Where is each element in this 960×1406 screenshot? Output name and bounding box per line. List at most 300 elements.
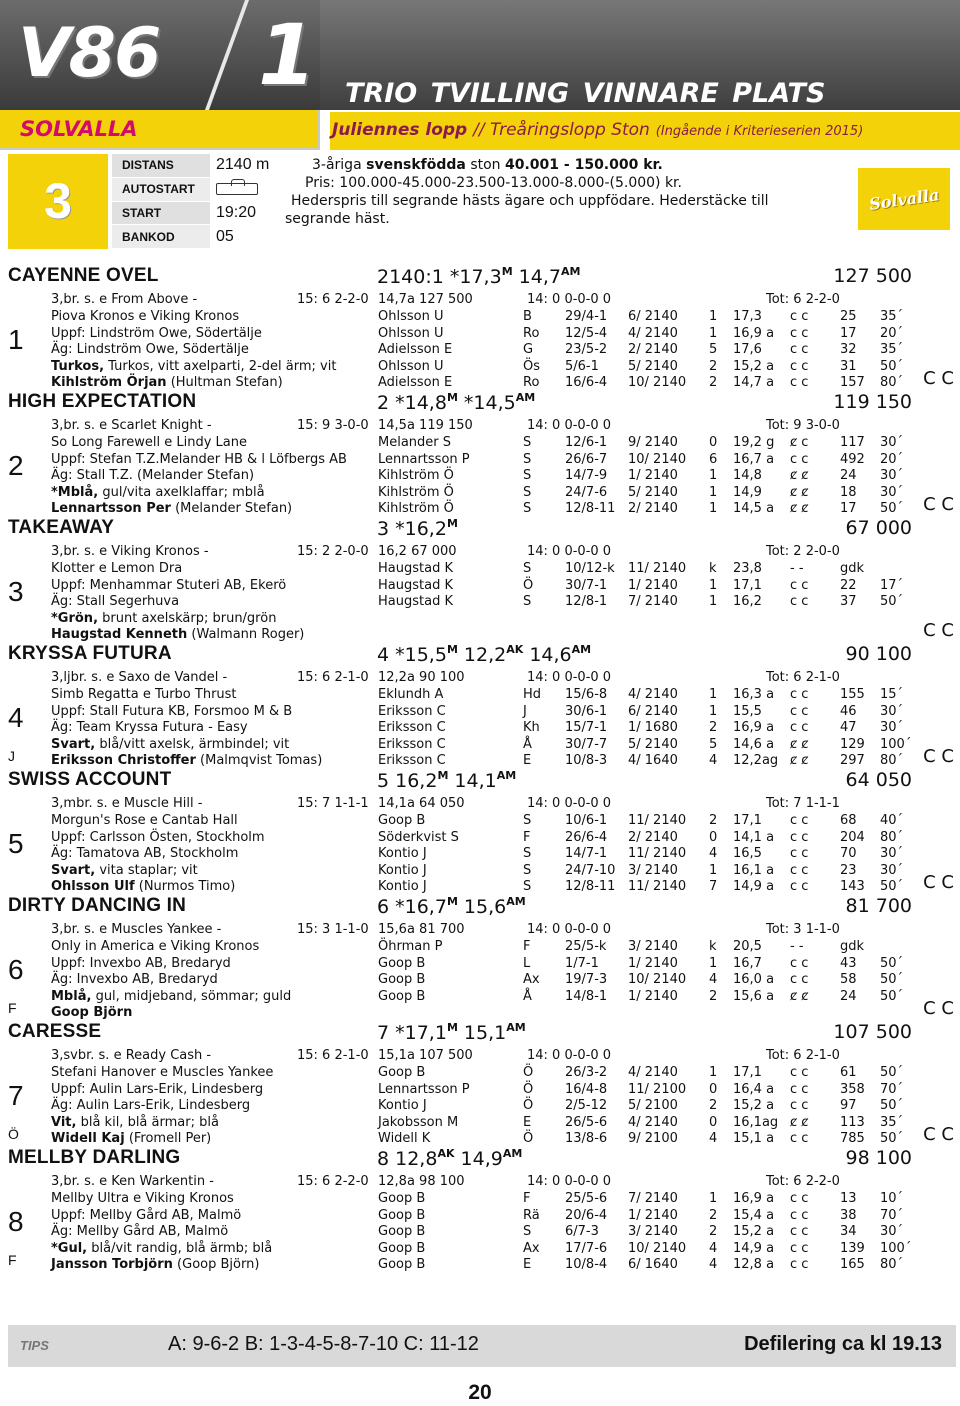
record: 14,9 (454, 1148, 503, 1170)
conditions-text: ston (465, 157, 505, 173)
horse-summary-d: 14: 0 0-0-0 0 (527, 922, 612, 937)
race-result-g: 16,9 a (733, 325, 775, 341)
horse-earnings: 98 100 (845, 1147, 912, 1169)
race-result-d: 12/5-4 (565, 325, 608, 341)
race-result-h: ᴄ ᴄ (790, 829, 809, 845)
race-result-b: Goop B (378, 972, 426, 987)
horse-name: CARESSE (8, 1021, 102, 1042)
race-result-d: 24/7-6 (565, 484, 608, 500)
race-result-j: 80´ (880, 829, 904, 845)
race-result-e: 10/ 2140 (628, 451, 687, 467)
race-result-d: 19/7-3 (565, 972, 608, 987)
race-result-h: ȼ ȼ (790, 484, 809, 500)
race-result-c: Ös (523, 358, 541, 374)
race-result-d: 17/7-6 (565, 1240, 608, 1256)
start-number: 7 (8, 1080, 24, 1111)
race-result-j: 10´ (880, 1191, 904, 1206)
detail-bold: *Grön, (51, 610, 99, 626)
race-result-f: 2 (709, 1224, 718, 1239)
race-result-g: 16,0 a (733, 972, 775, 987)
horse-detail: Äg: Team Kryssa Futura - Easy (51, 720, 248, 735)
horse-detail: Simb Regatta e Turbo Thrust (51, 687, 237, 702)
race-result-e: 4/ 2140 (628, 325, 678, 341)
race-result-g: 16,9 a (733, 720, 775, 735)
race-result-d: 13/8-6 (565, 1131, 608, 1146)
race-result-f: 1 (709, 309, 718, 324)
race-result-c: S (523, 846, 532, 861)
race-result-h: ȼ ȼ (790, 753, 809, 768)
race-result-h: ᴄ ᴄ (790, 720, 809, 735)
race-result-h: ᴄ ᴄ (790, 703, 809, 719)
race-result-c: Ö (523, 1098, 534, 1113)
race-result-e: 1/ 2140 (628, 468, 678, 483)
race-result-c: Ö (523, 1065, 534, 1080)
horse-header (0, 766, 960, 794)
start-number: 4 (8, 702, 24, 733)
horse-entry (0, 766, 960, 892)
start-number: 6 (8, 954, 24, 985)
race-result-e: 1/ 2140 (628, 577, 678, 593)
horse-summary-b: 15: 7 1-1-1 (297, 796, 369, 811)
race-result-j: 30´ (880, 484, 904, 500)
race-result-i: 157 (840, 375, 865, 390)
race-result-d: 12/6-1 (565, 435, 608, 450)
race-result-g: 15,4 a (733, 1207, 775, 1223)
race-result-e: 3/ 2140 (628, 1224, 678, 1239)
horse-earnings: 119 150 (833, 391, 912, 413)
race-result-i: 58 (840, 972, 857, 987)
horse-detail: Uppf: Stall Futura KB, Forsmoo M & B (51, 703, 293, 719)
horse-detail: Äg: Stall T.Z. (Melander Stefan) (51, 468, 255, 483)
race-result-d: 25/5-k (565, 939, 607, 954)
detail-bold: Kihlström Örjan (51, 375, 167, 390)
race-result-i: 70 (840, 846, 857, 861)
race-result-e: 1/ 2140 (628, 955, 678, 971)
race-result-i: 18 (840, 484, 857, 500)
race-result-j: 80´ (880, 753, 904, 768)
race-result-g: 14,9 a (733, 879, 775, 894)
race-result-d: 2/5-12 (565, 1098, 608, 1113)
shoe-code: F (8, 1252, 17, 1268)
detail-text: brunt axelskärp; brun/grön (102, 610, 277, 626)
info-value (210, 183, 277, 195)
page-header (0, 0, 960, 150)
race-result-c: Ro (523, 325, 540, 341)
race-result-h: ᴄ ᴄ (790, 1081, 809, 1097)
detail-text: (Melander Stefan) (175, 501, 293, 516)
cc-marks: C C (923, 1124, 954, 1145)
race-result-b: Melander S (378, 435, 452, 450)
bet-types: TRIO TVILLING VINNARE PLATS (345, 78, 826, 109)
race-result-h: ᴄ ᴄ (790, 1131, 809, 1146)
race-result-c: F (523, 939, 531, 954)
race-result-d: 16/4-8 (565, 1081, 608, 1097)
record-suffix: AK (437, 1147, 455, 1160)
horse-summary-a: 3,br. s. e Scarlet Knight - (51, 418, 212, 433)
record-suffix: AM (506, 1021, 526, 1034)
race-result-c: Å (523, 736, 532, 752)
race-result-b: Haugstad K (378, 594, 453, 609)
conditions-bold: svenskfödda (366, 157, 466, 173)
race-result-g: 16,4 a (733, 1081, 775, 1097)
horse-header (0, 388, 960, 416)
race-result-c: E (523, 1257, 532, 1272)
race-result-d: 1/7-1 (565, 955, 599, 971)
race-result-f: 0 (709, 1114, 718, 1130)
race-result-f: 0 (709, 1081, 718, 1097)
race-result-d: 26/6-7 (565, 451, 608, 467)
race-result-f: 0 (709, 435, 718, 450)
race-result-i: 37 (840, 594, 857, 609)
conditions-text: 3-åriga (312, 157, 367, 173)
horse-summary-e: Tot: 6 2-1-0 (766, 670, 840, 685)
horse-summary-e: Tot: 7 1-1-1 (766, 796, 840, 811)
race-result-g: 17,1 (733, 577, 762, 593)
race-result-d: 16/6-4 (565, 375, 608, 390)
record: 14,7 (512, 266, 561, 288)
detail-text: (Nurmos Timo) (138, 879, 236, 894)
race-result-h: ᴄ ᴄ (790, 1191, 809, 1206)
tips-label: TIPS (20, 1338, 49, 1353)
horse-entry (0, 1018, 960, 1144)
race-result-c: J (523, 703, 527, 719)
horse-detail: Morgun's Rose e Cantab Hall (51, 813, 238, 828)
horse-summary-c: 14,1a 64 050 (378, 796, 465, 811)
race-result-c: Kh (523, 720, 540, 735)
autostart-car-icon (216, 183, 258, 195)
race-result-f: 1 (709, 1065, 718, 1080)
race-result-d: 29/4-1 (565, 309, 608, 324)
horse-summary-d: 14: 0 0-0-0 0 (527, 1048, 612, 1063)
race-result-b: Eriksson C (378, 753, 446, 768)
race-result-j: 80´ (880, 375, 904, 390)
horse-detail: Stefani Hanover e Muscles Yankee (51, 1065, 274, 1080)
race-result-f: 4 (709, 753, 718, 768)
race-result-b: Ohlsson U (378, 309, 444, 324)
record: 15,1 (457, 1022, 507, 1044)
race-result-c: S (523, 813, 532, 828)
horse-summary-e: Tot: 6 2-2-0 (766, 292, 840, 307)
race-result-f: 5 (709, 342, 718, 357)
horse-name: HIGH EXPECTATION (8, 391, 197, 412)
horse-detail: Mellby Ultra e Viking Kronos (51, 1191, 234, 1206)
horse-summary-d: 14: 0 0-0-0 0 (527, 418, 612, 433)
race-result-d: 14/7-9 (565, 468, 608, 483)
horse-detail: So Long Farewell e Lindy Lane (51, 435, 247, 450)
race-result-h: ȼ ȼ (790, 1114, 809, 1130)
race-result-g: 17,1 (733, 1065, 762, 1080)
horse-earnings: 67 000 (845, 517, 912, 539)
race-result-e: 6/ 2140 (628, 309, 678, 324)
horse-list (0, 262, 960, 1270)
cc-marks: C C (923, 368, 954, 389)
record: *14,5 (457, 392, 516, 414)
start-number: 1 (8, 324, 24, 355)
race-result-e: 7/ 2140 (628, 1191, 678, 1206)
race-result-j: 15´ (880, 687, 904, 702)
record: 2140:1 *17,3 (377, 266, 502, 288)
race-result-b: Lennartsson P (378, 1081, 470, 1097)
start-number: 5 (8, 828, 24, 859)
race-result-g: 14,7 a (733, 375, 775, 390)
race-result-i: 22 (840, 577, 857, 593)
race-result-i: 34 (840, 1224, 857, 1239)
detail-text: gul, midjeband, sömmar; guld (95, 988, 292, 1004)
detail-bold: Eriksson Christoffer (51, 753, 196, 768)
detail-text: gul/vita axelklaffar; mblå (102, 484, 265, 500)
race-result-f: 2 (709, 813, 718, 828)
detail-bold: Mblå, (51, 988, 92, 1004)
race-result-j: 30´ (880, 435, 904, 450)
race-result-f: 1 (709, 577, 718, 593)
race-result-h: ȼ ȼ (790, 988, 809, 1004)
race-result-i: 17 (840, 325, 857, 341)
race-result-j: 100´ (880, 736, 912, 752)
race-result-e: 5/ 2140 (628, 358, 678, 374)
record-suffix: M (446, 1021, 458, 1034)
record-suffix: M (446, 517, 458, 530)
race-result-b: Ohlsson U (378, 358, 444, 374)
race-result-f: 4 (709, 1131, 718, 1146)
horse-summary-b: 15: 3 1-1-0 (297, 922, 369, 937)
race-result-i: 785 (840, 1131, 865, 1146)
horse-summary-b: 15: 6 2-2-0 (297, 292, 369, 307)
race-result-j: 30´ (880, 703, 904, 719)
track-name: SOLVALLA (20, 117, 138, 141)
race-result-j: 50´ (880, 1131, 904, 1146)
race-result-b: Kontio J (378, 846, 427, 861)
race-result-d: 23/5-2 (565, 342, 608, 357)
detail-bold: Ohlsson Ulf (51, 879, 135, 894)
race-result-c: L (523, 955, 531, 971)
race-result-b: Goop B (378, 813, 426, 828)
race-result-c: S (523, 561, 532, 576)
race-result-c: S (523, 435, 532, 450)
race-result-g: 16,1ag (733, 1114, 779, 1130)
race-result-f: 2 (709, 720, 718, 735)
tips-bar (8, 1325, 956, 1367)
race-result-e: 4/ 2140 (628, 1114, 678, 1130)
race-result-g: 14,5 a (733, 501, 775, 516)
race-result-j: 30´ (880, 1224, 904, 1239)
horse-summary-d: 14: 0 0-0-0 0 (527, 670, 612, 685)
race-result-f: 1 (709, 594, 718, 609)
race-result-d: 10/12-k (565, 561, 615, 576)
race-result-j: 50´ (880, 594, 904, 609)
race-result-b: Eriksson C (378, 703, 446, 719)
race-result-e: 11/ 2140 (628, 879, 687, 894)
info-row-distance (112, 154, 277, 178)
race-result-e: 6/ 1640 (628, 1257, 678, 1272)
cc-marks: C C (923, 746, 954, 767)
race-result-d: 10/8-3 (565, 753, 608, 768)
race-result-d: 30/6-1 (565, 703, 608, 719)
race-result-e: 9/ 2100 (628, 1131, 678, 1146)
horse-detail: Äg: Invexbo AB, Bredaryd (51, 972, 218, 987)
race-result-f: 2 (709, 358, 718, 374)
race-result-g: 14,9 (733, 484, 762, 500)
race-result-h: ᴄ ᴄ (790, 342, 809, 357)
race-title (332, 120, 863, 140)
record-suffix: AM (496, 769, 517, 782)
record-suffix: AM (515, 391, 536, 404)
race-result-i: gdk (840, 561, 865, 576)
race-result-e: 11/ 2140 (628, 561, 687, 576)
race-result-j: 50´ (880, 879, 904, 894)
record-suffix: AM (502, 1147, 523, 1160)
race-result-c: S (523, 501, 532, 516)
detail-text: blå/vit randig, blå ärmb; blå (91, 1240, 273, 1256)
race-result-h: ᴄ ᴄ (790, 1240, 809, 1256)
horse-summary-e: Tot: 6 2-2-0 (766, 1174, 840, 1189)
horse-records (377, 391, 535, 414)
race-result-h: ᴄ ᴄ (790, 687, 809, 702)
race-result-h: - - (790, 939, 804, 954)
race-result-j: 20´ (880, 325, 904, 341)
race-result-g: 20,5 (733, 939, 762, 954)
race-result-c: S (523, 594, 532, 609)
cc-marks: C C (923, 872, 954, 893)
horse-summary-d: 14: 0 0-0-0 0 (527, 796, 612, 811)
info-key: BANKOD (112, 225, 210, 248)
race-result-h: ᴄ ᴄ (790, 972, 809, 987)
record: 14,6 (523, 644, 572, 666)
race-result-b: Kihlström Ö (378, 484, 454, 500)
page-number: 20 (468, 1381, 492, 1404)
race-result-j: 30´ (880, 468, 904, 483)
race-result-j: 70´ (880, 1207, 904, 1223)
race-result-d: 12/8-11 (565, 501, 616, 516)
horse-detail: Äg: Lindström Owe, Södertälje (51, 342, 249, 357)
detail-text: blå/vitt axelsk, ärmbindel; vit (99, 736, 290, 752)
race-result-b: Eriksson C (378, 736, 446, 752)
detail-bold: Widell Kaj (51, 1131, 125, 1146)
race-result-c: Rä (523, 1207, 540, 1223)
start-number: 3 (8, 576, 24, 607)
horse-summary-d: 14: 0 0-0-0 0 (527, 544, 612, 559)
race-title-main: Juliennes lopp (332, 120, 468, 140)
race-result-g: 12,2ag (733, 753, 779, 768)
horse-summary-c: 12,2a 90 100 (378, 670, 465, 685)
race-result-h: ᴄ ᴄ (790, 879, 809, 894)
race-result-b: Kontio J (378, 1098, 427, 1113)
horse-detail: Only in America e Viking Kronos (51, 939, 260, 954)
info-row-bankod (112, 225, 277, 249)
race-result-e: 5/ 2140 (628, 736, 678, 752)
race-result-i: 23 (840, 862, 857, 878)
race-result-g: 17,6 (733, 342, 762, 357)
horse-detail: Uppf: Menhammar Stuteri AB, Ekerö (51, 577, 287, 593)
race-result-j: 20´ (880, 451, 904, 467)
horse-name: DIRTY DANCING IN (8, 895, 187, 916)
race-result-i: 97 (840, 1098, 857, 1113)
race-result-f: 5 (709, 736, 718, 752)
race-result-b: Adielsson E (378, 342, 453, 357)
race-result-c: S (523, 862, 532, 878)
race-result-i: 358 (840, 1081, 865, 1097)
race-result-c: S (523, 879, 532, 894)
horse-detail: Äg: Aulin Lars-Erik, Lindesberg (51, 1098, 251, 1113)
horse-records (377, 517, 458, 540)
race-result-e: 1/ 2140 (628, 988, 678, 1004)
horse-detail: Uppf: Stefan T.Z.Melander HB & l Löfbergs AB (51, 451, 347, 467)
record: 12,2 (457, 644, 507, 666)
horse-summary-a: 3,mbr. s. e Muscle Hill - (51, 796, 203, 811)
record-suffix: M (437, 769, 449, 782)
horse-summary-a: 3,br. s. e Viking Kronos - (51, 544, 209, 559)
record-suffix: M (446, 895, 458, 908)
race-result-c: F (523, 1191, 531, 1206)
race-result-h: ȼ ȼ (790, 501, 809, 516)
race-result-f: 6 (709, 451, 718, 467)
record-suffix: M (501, 265, 513, 278)
race-result-c: Ax (523, 972, 540, 987)
detail-bold: Jansson Torbjörn (51, 1257, 173, 1272)
conditions-bold: 40.001 - 150.000 kr. (505, 157, 663, 173)
race-result-e: 10/ 2140 (628, 375, 687, 390)
detail-text: (Fromell Per) (128, 1131, 212, 1146)
race-result-f: 1 (709, 862, 718, 878)
horse-detail: Äg: Mellby Gård AB, Malmö (51, 1224, 229, 1239)
horse-earnings: 127 500 (833, 265, 912, 287)
horse-summary-c: 14,5a 119 150 (378, 418, 473, 433)
detail-bold: Svart, (51, 862, 96, 878)
horse-entry (0, 514, 960, 640)
horse-earnings: 81 700 (845, 895, 912, 917)
race-result-i: 38 (840, 1207, 857, 1223)
race-result-f: 4 (709, 1257, 718, 1272)
horse-name: CAYENNE OVEL (8, 265, 159, 286)
race-result-d: 12/8-11 (565, 879, 616, 894)
record-suffix: AM (561, 265, 581, 278)
detail-bold: Haugstad Kenneth (51, 627, 188, 642)
race-result-i: 61 (840, 1065, 857, 1080)
info-value: 19:20 (216, 203, 257, 221)
race-result-d: 30/7-1 (565, 577, 608, 593)
race-result-c: Ö (523, 1081, 534, 1097)
race-result-g: 16,1 a (733, 862, 775, 878)
horse-detail (51, 737, 289, 754)
race-result-b: Eriksson C (378, 720, 446, 735)
horse-detail: Äg: Tamatova AB, Stockholm (51, 846, 239, 861)
race-result-f: 1 (709, 687, 718, 702)
horse-detail: Äg: Stall Segerhuva (51, 594, 180, 609)
race-result-b: Jakobsson M (378, 1114, 459, 1130)
race-result-i: 43 (840, 955, 857, 971)
race-result-j: 50´ (880, 1098, 904, 1113)
race-result-d: 14/8-1 (565, 988, 608, 1004)
detail-bold: *Mblå, (51, 484, 99, 500)
race-result-e: 2/ 2140 (628, 829, 678, 845)
race-result-h: ȼ ᴄ (790, 435, 809, 450)
race-result-g: 17,3 (733, 309, 762, 324)
start-number: 2 (8, 450, 24, 481)
detail-bold: Goop Björn (51, 1005, 133, 1020)
horse-earnings: 107 500 (833, 1021, 912, 1043)
race-result-g: 23,8 (733, 561, 762, 576)
race-result-g: 14,1 a (733, 829, 775, 845)
race-result-j: 50´ (880, 955, 904, 971)
horse-summary-c: 15,6a 81 700 (378, 922, 465, 937)
race-result-b: Goop B (378, 1257, 426, 1272)
detail-text: blå kil, blå ärmar; blå (80, 1114, 219, 1130)
horse-summary-a: 3,br. s. e Ken Warkentin - (51, 1174, 214, 1189)
race-result-j: 35´ (880, 309, 904, 324)
race-result-h: ᴄ ᴄ (790, 325, 809, 341)
conditions-line (285, 156, 845, 174)
horse-header (0, 892, 960, 920)
race-result-f: 2 (709, 375, 718, 390)
